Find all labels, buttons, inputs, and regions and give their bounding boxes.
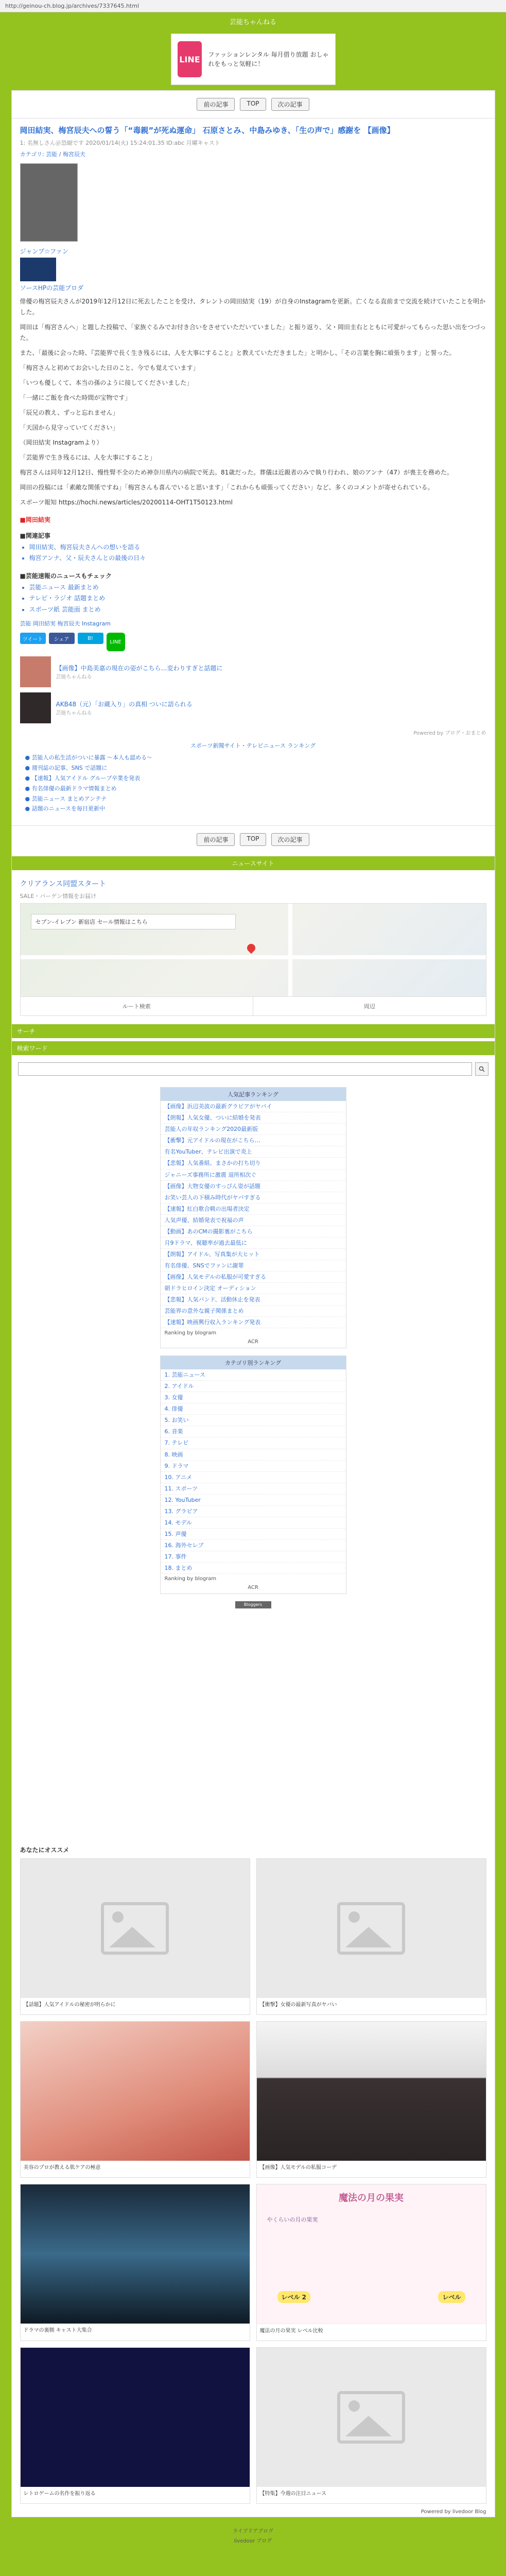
quote-line: 「いつも優しくて、本当の孫のように接してくださいました」 bbox=[20, 379, 193, 386]
card-caption[interactable]: 美容のプロが教える肌ケアの極意 bbox=[23, 2165, 101, 2171]
card-image bbox=[21, 2184, 250, 2324]
map-actions bbox=[20, 997, 486, 1016]
ranking-item[interactable]: 12. YouTuber bbox=[161, 1495, 346, 1506]
site-title[interactable]: 芸能ちゃんねる bbox=[229, 19, 276, 26]
news-link[interactable]: • 芸能ニュース 最新まとめ bbox=[29, 582, 486, 594]
ranking-list bbox=[161, 1101, 346, 1328]
headline-list bbox=[25, 753, 486, 814]
card-caption[interactable]: レトロゲームの名作を振り返る bbox=[23, 2491, 96, 2497]
ranking-item[interactable]: 芸能界の意外な親子関係まとめ bbox=[161, 1306, 346, 1317]
ranking-item[interactable]: 【速報】映画興行収入ランキング発表 bbox=[161, 1317, 346, 1328]
related-title[interactable]: AKB48（元）「お蔵入り」の真相 ついに語られる bbox=[56, 701, 193, 708]
recommend-card[interactable] bbox=[20, 2021, 250, 2178]
recommend-card[interactable] bbox=[20, 2184, 250, 2341]
line-share-button[interactable]: LINE bbox=[107, 633, 125, 651]
related-meta: 芸能ちゃんねる bbox=[56, 710, 92, 717]
search-row bbox=[12, 1058, 495, 1080]
paragraph: 岡田の投稿には「素敵な関係ですね」「梅宮さんも喜んでいると思います」「これからも頑張ってください」など、多くのコメントが寄せられている。 bbox=[20, 483, 434, 491]
related-thumbnail bbox=[20, 692, 51, 723]
related-title[interactable]: 【画像】中島美嘉の現在の姿がこちら…変わりすぎと話題に bbox=[56, 665, 223, 672]
recommend-card[interactable] bbox=[256, 2184, 486, 2341]
ranking-item[interactable]: 13. グラビア bbox=[161, 1506, 346, 1517]
ranking-header: カテゴリ別ランキング bbox=[161, 1356, 346, 1369]
news-link[interactable]: • スポーツ紙 芸能面 まとめ bbox=[29, 604, 486, 616]
article-body bbox=[20, 296, 486, 508]
card-image bbox=[257, 2184, 486, 2324]
image-placeholder-icon bbox=[101, 1902, 169, 1955]
article-photo bbox=[20, 163, 78, 242]
search-section-bar: サーチ bbox=[12, 1024, 495, 1038]
quote-line: 「一緒にご飯を食べた時間が宝物です」 bbox=[20, 394, 131, 401]
image-placeholder-icon bbox=[337, 2391, 405, 2444]
ranking-footer-code: ACR bbox=[248, 1585, 258, 1591]
recommend-card[interactable] bbox=[20, 2347, 250, 2504]
recommend-link[interactable]: スポーツ新聞サイト・テレビニュース ランキング bbox=[190, 742, 316, 750]
ad-logo: LINE bbox=[178, 41, 202, 77]
manga-level-badge: レベル bbox=[438, 2291, 465, 2303]
recommend-card[interactable] bbox=[20, 1858, 250, 2015]
card-image bbox=[257, 2348, 486, 2487]
map-subtitle: SALE・バーゲン情報をお届け bbox=[20, 893, 97, 900]
headline-item[interactable]: ● 【速報】人気アイドル グループ卒業を発表 bbox=[25, 775, 141, 782]
news-heading: ■芸能速報のニュースもチェック bbox=[20, 572, 112, 580]
card-image bbox=[21, 2348, 250, 2487]
ranking-footer-code: ACR bbox=[248, 1339, 258, 1345]
headline-item[interactable]: ● 芸能人の私生活がついに暴露 ～本人も認める～ bbox=[25, 754, 153, 761]
image-placeholder-icon bbox=[337, 1902, 405, 1955]
recommend-card[interactable] bbox=[256, 2021, 486, 2178]
source-link[interactable]: スポーツ報知 https://hochi.news/articles/20200114-OHT1T50123.html bbox=[20, 498, 233, 506]
share-buttons bbox=[20, 633, 486, 651]
top-nav bbox=[12, 91, 495, 118]
news-link[interactable]: • テレビ・ラジオ 話題まとめ bbox=[29, 593, 486, 604]
category-ranking-block bbox=[160, 1355, 346, 1594]
manga-title: 魔法の月の果実 bbox=[339, 2193, 404, 2204]
ranking-item[interactable]: 【悲報】人気番組、まさかの打ち切り bbox=[161, 1158, 346, 1169]
related-article[interactable] bbox=[20, 692, 486, 723]
paragraph: また、「最後に会った時、『芸能界で長く生き残るには、人を大事にすること』と教えていただきました」と明かし、「その言葉を胸に頑張ります」と誓った。 bbox=[20, 349, 456, 357]
manga-kicker: やくらいの月の果実 bbox=[267, 2216, 318, 2224]
headline-item[interactable]: ● 週刊誌の記事、SNS で話題に bbox=[25, 765, 108, 772]
nav-prev-button[interactable]: 前の記事 bbox=[197, 98, 235, 111]
card-caption[interactable]: 【画像】人気モデルの私服コーデ bbox=[259, 2165, 337, 2171]
search-button[interactable] bbox=[475, 1062, 488, 1076]
map-widget bbox=[12, 873, 495, 1021]
source-name[interactable]: ソースHPの芸能プロダ bbox=[20, 284, 84, 292]
article-tags[interactable]: 芸能 岡田結実 梅宮辰夫 Instagram bbox=[20, 620, 111, 628]
ranking-item[interactable]: 6. 音楽 bbox=[161, 1426, 346, 1437]
top-banner-ad[interactable] bbox=[171, 33, 336, 85]
search-input[interactable] bbox=[18, 1062, 472, 1076]
ranking-item[interactable]: 11. スポーツ bbox=[161, 1483, 346, 1495]
ranking-item[interactable]: 15. 声優 bbox=[161, 1529, 346, 1540]
ranking-item[interactable]: 【動画】あのCMの撮影裏がこちら bbox=[161, 1226, 346, 1238]
related-heading: ■関連記事 bbox=[20, 532, 50, 539]
paragraph: 梅宮さんは同年12月12日、慢性腎不全のため神奈川県内の病院で死去。81歳だった。葬儀は近親者のみで執り行われ、娘のアンナ（47）が喪主を務めた。 bbox=[20, 468, 453, 476]
card-caption[interactable]: ドラマの裏側 キャスト大集合 bbox=[23, 2328, 92, 2334]
search-icon bbox=[479, 1066, 485, 1072]
news-links bbox=[29, 582, 486, 616]
headline-item[interactable]: ● 芸能ニュース まとめアンテナ bbox=[25, 795, 107, 802]
related-links bbox=[29, 542, 486, 564]
card-caption[interactable]: 【衝撃】女優の最新写真がヤバい bbox=[259, 2002, 337, 2008]
card-image bbox=[257, 2022, 486, 2161]
article-subtitle: 1: 名無しさん＠恐縮です 2020/01/14(火) 15:24:01.35 ID:abc 月曜キャスト bbox=[20, 139, 220, 146]
recommend-title: あなたにオススメ bbox=[20, 1846, 69, 1854]
bloggers-badge[interactable]: Bloggers bbox=[235, 1601, 271, 1608]
browser-url-bar[interactable] bbox=[0, 0, 506, 12]
card-image bbox=[21, 2022, 250, 2161]
related-link[interactable]: • 梅宮アンナ、父・辰夫さんとの最後の日々 bbox=[29, 553, 486, 564]
ranking-item[interactable]: 月9ドラマ、視聴率が過去最低に bbox=[161, 1238, 346, 1249]
ranking-item[interactable]: 10. アニメ bbox=[161, 1472, 346, 1483]
footer-logo[interactable]: livedoor ブログ bbox=[234, 2538, 272, 2545]
ranking-footer[interactable]: Ranking by blogram bbox=[164, 1576, 217, 1582]
quote-line: 「梅宮さんと初めてお会いした日のこと、今でも覚えています」 bbox=[20, 364, 199, 371]
paragraph: 俳優の梅宮辰夫さんが2019年12月12日に死去したことを受け、タレントの岡田結実（19）が自身のInstagramを更新。亡くなる直前まで交流を続けていたことを明かした。 bbox=[20, 297, 486, 316]
ranking-item[interactable]: 朝ドラヒロイン決定 オーディション bbox=[161, 1283, 346, 1294]
paragraph: 岡田は「梅宮さんへ」と題した投稿で、「家族ぐるみでお付き合いをさせていただいていました」と振り返り、父・岡田圭右とともに可愛がってもらった思い出をつづった。 bbox=[20, 323, 486, 342]
related-article[interactable] bbox=[20, 656, 486, 687]
ranking-item[interactable]: ジャニーズ事務所に激震 退所相次ぐ bbox=[161, 1170, 346, 1181]
card-caption[interactable]: 【特集】今週の注目ニュース bbox=[259, 2491, 326, 2497]
ranking-item[interactable]: 【朗報】アイドル、写真集が大ヒット bbox=[161, 1249, 346, 1260]
twitter-share-button[interactable]: ツイート bbox=[20, 633, 46, 644]
ranking-item[interactable]: 【画像】浜辺美波の最新グラビアがヤバイ bbox=[161, 1101, 346, 1112]
ranking-item[interactable]: 3. 女優 bbox=[161, 1392, 346, 1403]
card-image bbox=[21, 1859, 250, 1998]
card-image bbox=[257, 1859, 486, 1998]
facebook-share-button[interactable]: シェア bbox=[49, 633, 75, 644]
related-thumbnail bbox=[20, 656, 51, 687]
source-avatar bbox=[20, 258, 56, 281]
map-road bbox=[21, 955, 486, 959]
card-caption[interactable]: 【話題】人気アイドルの秘密が明らかに bbox=[23, 2002, 116, 2008]
ranking-item[interactable]: 【朗報】人気女優、ついに結婚を発表 bbox=[161, 1112, 346, 1124]
main-container bbox=[11, 90, 495, 2517]
map-road bbox=[288, 904, 292, 996]
ranking-item[interactable]: 4. 俳優 bbox=[161, 1403, 346, 1415]
ranking-item[interactable]: 芸能人の年収ランキング2020最新版 bbox=[161, 1124, 346, 1135]
quote-line: 「辰兄の教え、ずっと忘れません」 bbox=[20, 409, 119, 416]
spacer bbox=[12, 1608, 495, 1835]
bottom-nav bbox=[12, 825, 495, 853]
quote-source: （岡田結実 Instagramより） bbox=[20, 438, 103, 446]
nav-next-button[interactable]: 次の記事 bbox=[271, 98, 309, 111]
ranking-item[interactable]: 【悲報】人気バンド、活動休止を発表 bbox=[161, 1294, 346, 1306]
ranking-list bbox=[161, 1369, 346, 1574]
hatena-share-button[interactable]: B! bbox=[78, 633, 103, 644]
map-title[interactable]: クリアランス同盟スタート bbox=[20, 880, 107, 889]
ranking-item[interactable]: 【画像】大物女優のすっぴん姿が話題 bbox=[161, 1181, 346, 1192]
ranking-item[interactable]: 2. アイドル bbox=[161, 1381, 346, 1392]
ranking-item[interactable]: 5. お笑い bbox=[161, 1415, 346, 1426]
ranking-item[interactable]: 人気声優、結婚発表で祝福の声 bbox=[161, 1215, 346, 1226]
recommend-card[interactable] bbox=[256, 2347, 486, 2504]
powered-by[interactable]: Powered by livedoor Blog bbox=[421, 2509, 486, 2515]
footer-link[interactable]: ライブドアブログ bbox=[232, 2529, 274, 2535]
ranking-item[interactable]: 1. 芸能ニュース bbox=[161, 1369, 346, 1381]
site-footer bbox=[0, 2517, 506, 2557]
search-section-bar-2: 検索ワード bbox=[12, 1041, 495, 1055]
ranking-item[interactable]: 7. テレビ bbox=[161, 1437, 346, 1449]
manga-level-badge: レベル 2 bbox=[277, 2291, 311, 2303]
photo-caption[interactable]: ジャンプ☆ファン bbox=[20, 247, 68, 255]
ranking-item[interactable]: 【衝撃】元アイドルの現在がこちら… bbox=[161, 1135, 346, 1146]
article bbox=[12, 118, 495, 825]
ranking-item[interactable]: 17. 事件 bbox=[161, 1551, 346, 1563]
nav-top-button[interactable]: TOP bbox=[240, 833, 266, 846]
ranking-item[interactable]: 9. ドラマ bbox=[161, 1461, 346, 1472]
nav-next-button[interactable]: 次の記事 bbox=[271, 833, 309, 846]
ranking-header: 人気記事ランキング bbox=[161, 1088, 346, 1101]
rss-note[interactable]: Powered by ブログ・おまとめ bbox=[413, 731, 486, 737]
related-link[interactable]: • 岡田結実、梅宮辰夫さんへの想いを語る bbox=[29, 542, 486, 553]
ad-text: ファッションレンタル 毎月借り放題 おしゃれをもっと気軽に！ bbox=[208, 51, 329, 67]
nav-prev-button[interactable]: 前の記事 bbox=[197, 833, 235, 846]
map-pin-icon[interactable] bbox=[245, 942, 257, 954]
map-view[interactable] bbox=[20, 903, 486, 997]
ranking-item[interactable]: 【速報】紅白歌合戦の出場者決定 bbox=[161, 1204, 346, 1215]
related-meta: 芸能ちゃんねる bbox=[56, 674, 92, 681]
recommend-card[interactable] bbox=[256, 1858, 486, 2015]
quote-line: 「天国から見守っていてください」 bbox=[20, 423, 119, 431]
route-button[interactable]: ルート検索 bbox=[122, 1003, 151, 1010]
map-info-card[interactable]: セブン-イレブン 新宿店 セール情報はこちら bbox=[31, 914, 236, 929]
red-note: 「芸能界で生き残るには、人を大事にすること」 bbox=[20, 453, 156, 461]
ranking-item[interactable]: 14. モデル bbox=[161, 1517, 346, 1529]
ranking-item[interactable]: 有名YouTuber、テレビ出演で炎上 bbox=[161, 1146, 346, 1158]
recommend-grid bbox=[12, 1858, 495, 2504]
ranking-item[interactable]: 【画像】人気モデルの私服が可愛すぎる bbox=[161, 1272, 346, 1283]
headline-item[interactable]: ● 話題のニュースを毎日更新中 bbox=[25, 805, 106, 812]
headline-item[interactable]: ● 有名俳優の最新ドラマ情報まとめ bbox=[25, 785, 117, 792]
ranking-item[interactable]: お笑い芸人の下積み時代がヤバすぎる bbox=[161, 1192, 346, 1204]
article-category[interactable]: カテゴリ: 芸能 / 梅宮辰夫 bbox=[20, 150, 85, 158]
url-text: http://geinou-ch.blog.jp/archives/7337645.html bbox=[5, 3, 139, 9]
nav-top-button[interactable]: TOP bbox=[240, 98, 266, 111]
map-section-bar: ニュースサイト bbox=[12, 856, 495, 870]
ranking-item[interactable]: 18. まとめ bbox=[161, 1563, 346, 1574]
red-heading: ■岡田結実 bbox=[20, 516, 50, 523]
nearby-button[interactable]: 周辺 bbox=[253, 997, 486, 1015]
ranking-item[interactable]: 16. 海外セレブ bbox=[161, 1540, 346, 1551]
ranking-item[interactable]: 有名俳優、SNSでファンに謝罪 bbox=[161, 1260, 346, 1272]
ranking-item[interactable]: 8. 映画 bbox=[161, 1449, 346, 1461]
card-caption[interactable]: 魔法の月の果実 レベル比較 bbox=[259, 2328, 323, 2334]
ranking-footer[interactable]: Ranking by blogram bbox=[164, 1330, 217, 1336]
article-title[interactable]: 岡田結実、梅宮辰夫への誓う「“毒親”が死ぬ運命」 石原さとみ、中島みゆき、「生の声で」感謝を 【画像】 bbox=[20, 126, 395, 135]
ranking-block bbox=[160, 1087, 346, 1348]
